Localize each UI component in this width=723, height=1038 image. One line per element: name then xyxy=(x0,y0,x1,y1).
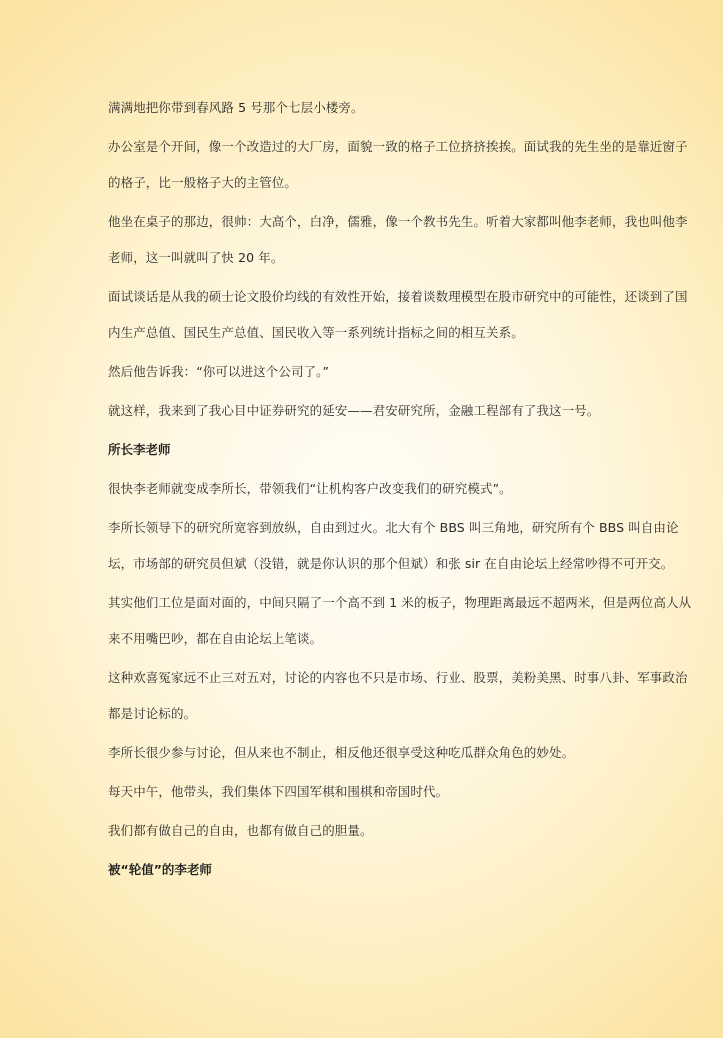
paragraph-11: 李所长很少参与讨论，但从来也不制止，相反他还很享受这种吃瓜群众角色的妙处。 xyxy=(108,745,575,760)
paragraph-2: 办公室是个开间，像一个改造过的大厂房，面貌一致的格子工位挤挤挨挨。面试我的先生坐的是靠近窗子的格子，比一般格子大的主管位。 xyxy=(108,139,688,190)
section-heading-rotation: 被“轮值”的李老师 xyxy=(108,862,212,877)
paragraph-5: 然后他告诉我：“你可以进这个公司了。” xyxy=(108,364,330,379)
paragraph-4: 面试谈话是从我的硕士论文股价均线的有效性开始，接着谈数理模型在股市研究中的可能性，还谈到了国内生产总值、国民生产总值、国民收入等一系列统计指标之间的相互关系。 xyxy=(108,289,688,340)
section-heading-director: 所长李老师 xyxy=(108,442,171,457)
paragraph-6: 就这样，我来到了我心目中证券研究的延安——君安研究所，金融工程部有了我这一号。 xyxy=(108,403,600,418)
paragraph-1: 满满地把你带到春风路 5 号那个七层小楼旁。 xyxy=(108,100,364,115)
paragraph-3: 他坐在桌子的那边，很帅：大高个，白净，儒雅，像一个教书先生。听着大家都叫他李老师，我也叫他李老师，这一叫就叫了快 20 年。 xyxy=(108,214,688,265)
article-body xyxy=(108,90,693,888)
paragraph-7: 很快李老师就变成李所长，带领我们“让机构客户改变我们的研究模式”。 xyxy=(108,481,512,496)
paragraph-9: 其实他们工位是面对面的，中间只隔了一个高不到 1 米的板子，物理距离最远不超两米，但是两位高人从来不用嘴巴吵，都在自由论坛上笔谈。 xyxy=(108,595,692,646)
paragraph-12: 每天中午，他带头，我们集体下四国军棋和围棋和帝国时代。 xyxy=(108,784,449,799)
paragraph-13: 我们都有做自己的自由，也都有做自己的胆量。 xyxy=(108,823,373,838)
paragraph-8: 李所长领导下的研究所宽容到放纵，自由到过火。北大有个 BBS 叫三角地，研究所有个 BBS 叫自由论坛，市场部的研究员但斌（没错，就是你认识的那个但斌）和张 sir 在自由论坛上经常吵得不可开交。 xyxy=(108,520,679,571)
paragraph-10: 这种欢喜冤家远不止三对五对，讨论的内容也不只是市场、行业、股票，美粉美黑、时事八卦、军事政治都是讨论标的。 xyxy=(108,670,688,721)
